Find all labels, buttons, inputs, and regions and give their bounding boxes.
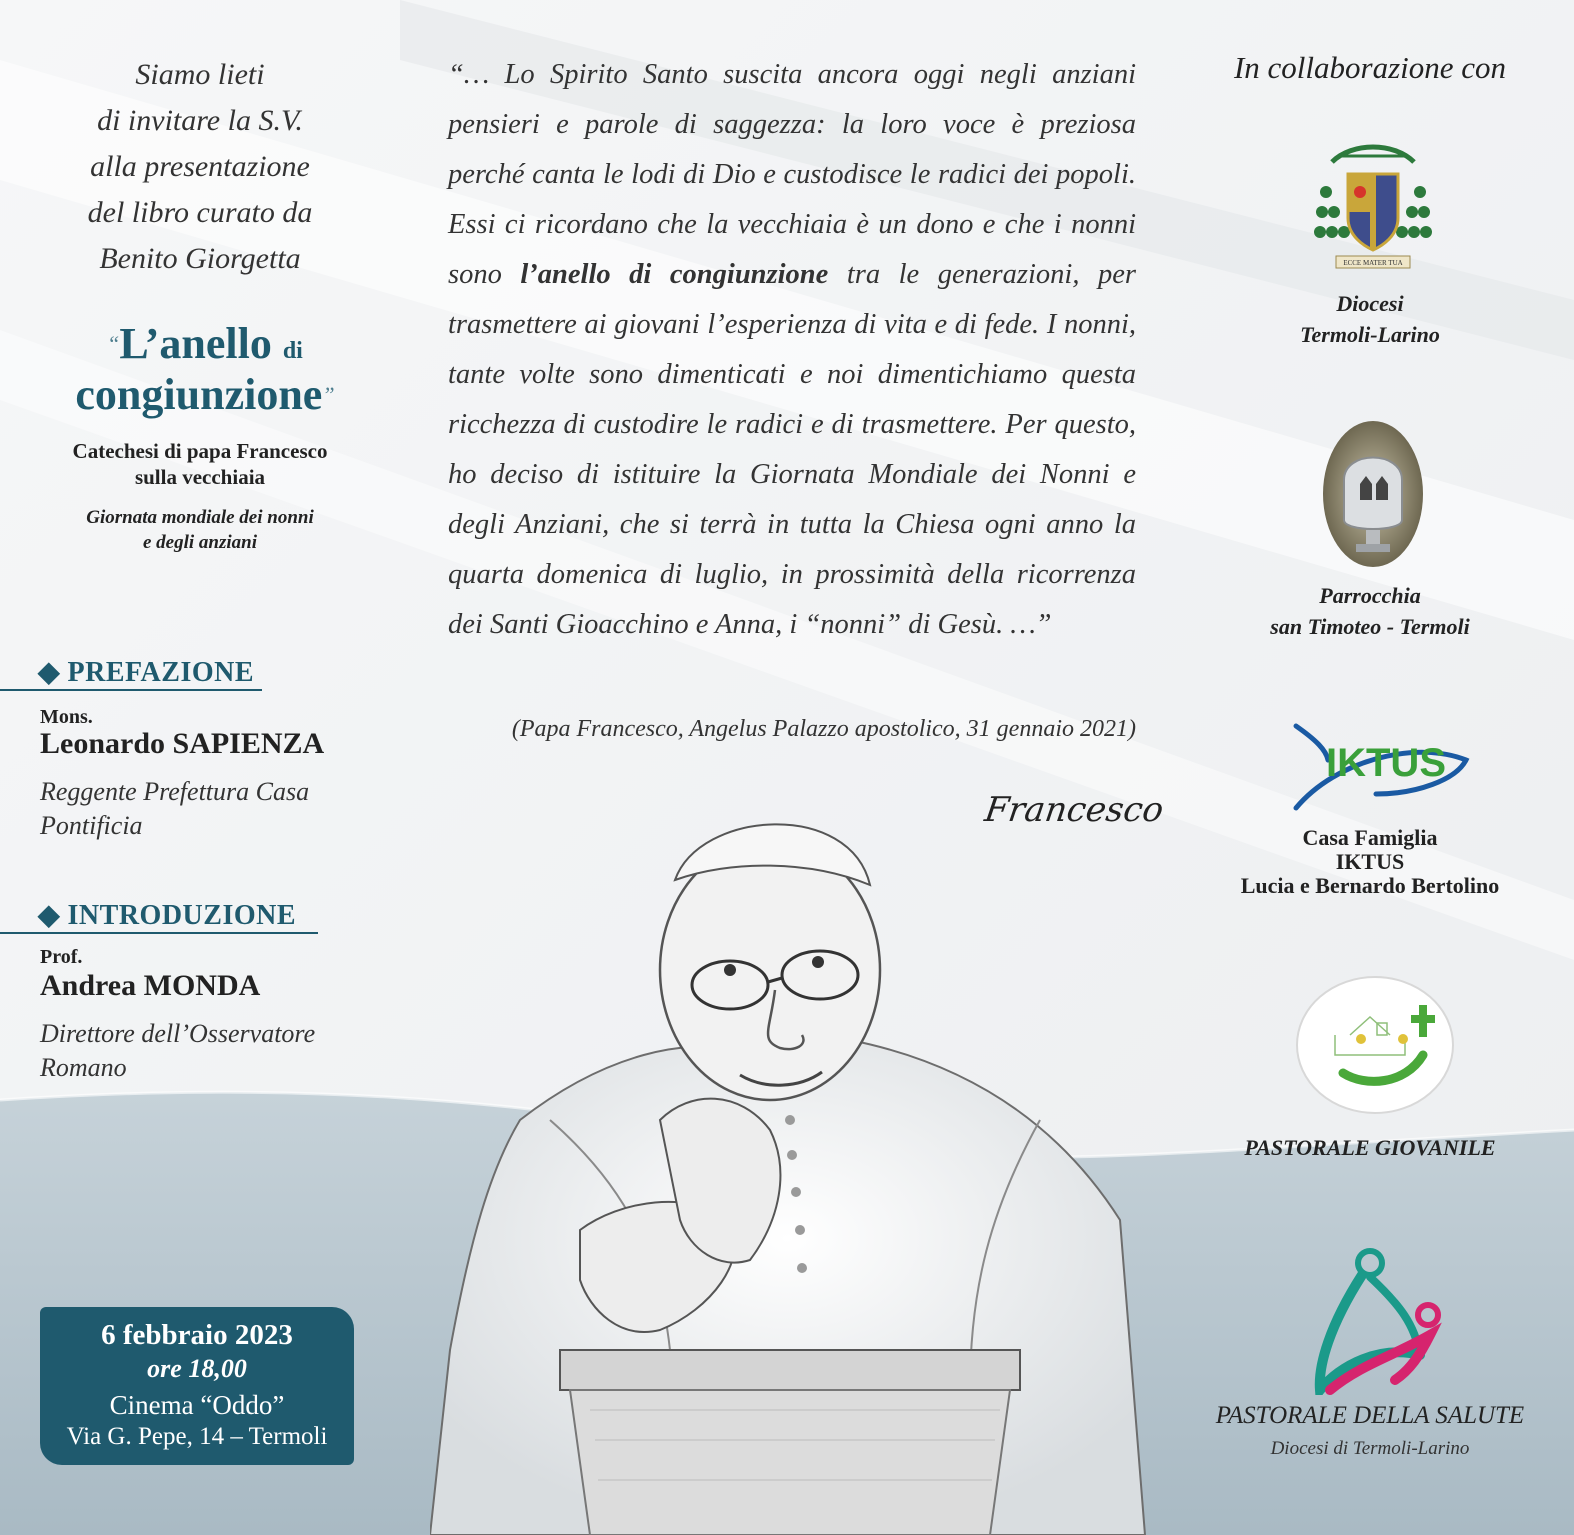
diocese-line: Termoli-Larino: [1300, 322, 1440, 347]
diocese-line: Diocesi: [1336, 291, 1404, 316]
invitation-line: del libro curato da: [87, 196, 313, 229]
book-title-part2: congiunzione: [75, 370, 323, 419]
preface-role-line: Reggente Prefettura Casa: [40, 777, 310, 806]
invitation-line: alla presentazione: [90, 150, 310, 183]
introduction-role-line: Romano: [40, 1053, 127, 1082]
subtitle-line: e degli anziani: [142, 532, 257, 553]
introduction-role: [40, 1017, 315, 1085]
invitation-text: [40, 52, 360, 282]
introduction-heading: ◆ INTRODUZIONE: [38, 900, 297, 931]
introduction-title: Prof.: [40, 946, 83, 968]
invitation-line: di invitare la S.V.: [97, 104, 303, 137]
iktus-line: Casa Famiglia: [1302, 825, 1438, 850]
diocese-motto: ECCE MATER TUA: [1343, 259, 1403, 267]
invitation-line: Benito Giorgetta: [99, 242, 301, 275]
book-title: [40, 319, 370, 419]
preface-name: Leonardo SAPIENZA: [40, 727, 325, 760]
parish-line: san Timoteo - Termoli: [1270, 614, 1470, 639]
pastorale-salute-logo-icon: [1300, 1245, 1450, 1395]
book-title-di: di: [282, 338, 303, 364]
preface-role-line: Pontificia: [40, 811, 143, 840]
pastorale-giovanile-label: PASTORALE GIOVANILE: [1244, 1135, 1496, 1160]
subtitle-line: Giornata mondiale dei nonni: [86, 507, 314, 528]
iktus-fish-logo-icon: [1276, 720, 1472, 812]
book-title-part1: L’anello: [119, 319, 272, 368]
quote-source: (Papa Francesco, Angelus Palazzo apostolico, 31 gennaio 2021): [511, 716, 1136, 742]
pastorale-giovanile-logo-icon: [1295, 975, 1455, 1115]
quote-text-1: “… Lo Spirito Santo suscita ancora oggi negli anziani pensieri e parole di saggezza: la loro voce è preziosa perché canta le lodi di Dio e custodisce le radici dei popoli. Essi ci ricordano che la vecchiaia è un dono e che i nonni sono: [448, 59, 1136, 290]
subtitle-line: Catechesi di papa Francesco: [72, 439, 328, 463]
iktus-label: [1200, 826, 1540, 898]
diocese-label: [1200, 288, 1540, 350]
open-quote: “: [107, 331, 120, 356]
introduction-underline: [0, 932, 318, 934]
pastorale-salute-sub: Diocesi di Termoli-Larino: [1270, 1438, 1470, 1459]
subtitle-line: sulla vecchiaia: [134, 465, 266, 489]
event-address: Via G. Pepe, 14 – Termoli: [66, 1423, 328, 1450]
pope-quote: [448, 50, 1136, 650]
event-venue: Cinema “Oddo”: [109, 1390, 285, 1420]
event-time: ore 18,00: [147, 1354, 247, 1383]
collaboration-heading: In collaborazione con: [1233, 50, 1507, 85]
parish-line: Parrocchia: [1319, 583, 1421, 608]
book-subtitle-italic: [30, 505, 370, 555]
close-quote: ”: [322, 382, 335, 407]
introduction-role-line: Direttore dell’Osservatore: [40, 1019, 316, 1048]
parish-photo-image: [1322, 420, 1424, 568]
pastorale-salute-label: PASTORALE DELLA SALUTE: [1215, 1402, 1525, 1429]
iktus-line: Lucia e Bernardo Bertolino: [1240, 873, 1500, 898]
signature: Francesco: [982, 790, 1166, 830]
book-subtitle: [30, 438, 370, 490]
preface-heading: ◆ PREFAZIONE: [38, 657, 255, 688]
iktus-line: IKTUS: [1335, 849, 1405, 874]
iktus-logo-text: IKTUS: [1326, 741, 1446, 785]
event-box: [40, 1307, 354, 1465]
parish-label: [1200, 580, 1540, 642]
pope-portrait-image: [430, 790, 1150, 1535]
preface-title: Mons.: [40, 706, 93, 728]
diocese-coat-of-arms-icon: [1312, 132, 1434, 272]
quote-text-2: tra le generazioni, per trasmettere ai giovani l’esperienza di vita e di fede. I nonni, tante volte sono dimenticati e noi dimentichiamo questa ricchezza di custodire le radici e di trasmettere. Per questo, ho deciso di istituire la Giornata Mondiale dei Nonni e degli Anziani, che si terrà in tutta la Chiesa ogni anno la quarta domenica di luglio, in prossimità della ricorrenza dei Santi Gioacchino e Anna, i “nonni” di Gesù. …”: [448, 259, 1136, 640]
quote-bold: l’anello di congiunzione: [520, 259, 829, 290]
event-date: 6 febbraio 2023: [101, 1319, 293, 1351]
introduction-name: Andrea MONDA: [40, 969, 261, 1002]
preface-role: [40, 775, 309, 843]
preface-underline: [0, 689, 262, 691]
invitation-line: Siamo lieti: [135, 58, 265, 91]
